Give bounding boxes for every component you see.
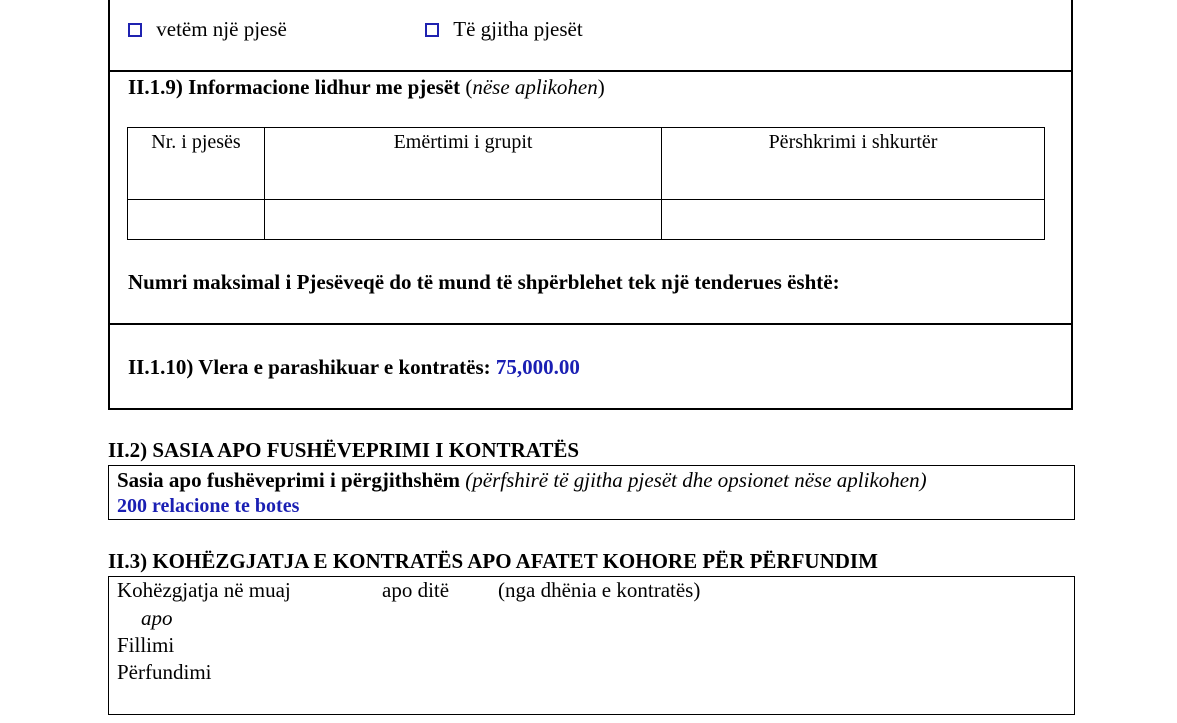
column-header: Emërtimi i grupit [265,128,662,200]
divider [108,323,1073,325]
option-one-part[interactable] [128,17,287,42]
start-label: Fillimi [117,633,175,657]
option-all-parts[interactable] [425,17,583,42]
divider [108,70,1073,72]
table-cell[interactable] [662,199,1045,239]
max-parts-label: Numri maksimal i Pjesëveqë do të mund të shpërblehet tek një tenderues është: [128,270,840,294]
section-ii-2-heading: II.2) SASIA APO FUSHËVEPRIMI I KONTRATËS [108,438,580,462]
section-ii-1-9-title: II.1.9) Informacione lidhur me pjesët (nëse aplikohen) [128,75,605,99]
section-ii-1-9-note: nëse aplikohen [472,75,598,99]
estimated-value-label: II.1.10) Vlera e parashikuar e kontratës: [128,355,491,379]
duration-months-label: Kohëzgjatja në muaj [117,578,291,602]
duration-days-label: apo ditë [382,578,450,602]
option-all-parts-label: Të gjitha pjesët [453,17,583,41]
table-cell[interactable] [128,199,265,239]
section-ii-1-10 [128,355,580,380]
estimated-value: 75,000.00 [495,355,580,379]
scope-note: (përfshirë të gjitha pjesët dhe opsionet nëse aplikohen) [465,468,927,492]
checkbox-one-part[interactable] [128,23,142,37]
scope-value: 200 relacione te botes [117,495,300,517]
scope-label: Sasia apo fushëveprimi i përgjithshëm [117,468,461,492]
table-row [128,199,1045,239]
parts-table [127,127,1045,240]
section-ii-3-heading: II.3) KOHËZGJATJA E KONTRATËS APO AFATET KOHORE PËR PËRFUNDIM [108,549,878,573]
column-header: Nr. i pjesës [128,128,265,200]
checkbox-all-parts[interactable] [425,23,439,37]
option-one-part-label: vetëm një pjesë [156,17,287,41]
end-label: Përfundimi [117,660,212,684]
from-award-label: (nga dhënia e kontratës) [498,578,701,602]
or-label: apo [141,606,173,630]
section-ii-2-label-line [117,468,927,493]
table-cell[interactable] [265,199,662,239]
column-header: Përshkrimi i shkurtër [662,128,1045,200]
table-header-row [128,128,1045,200]
